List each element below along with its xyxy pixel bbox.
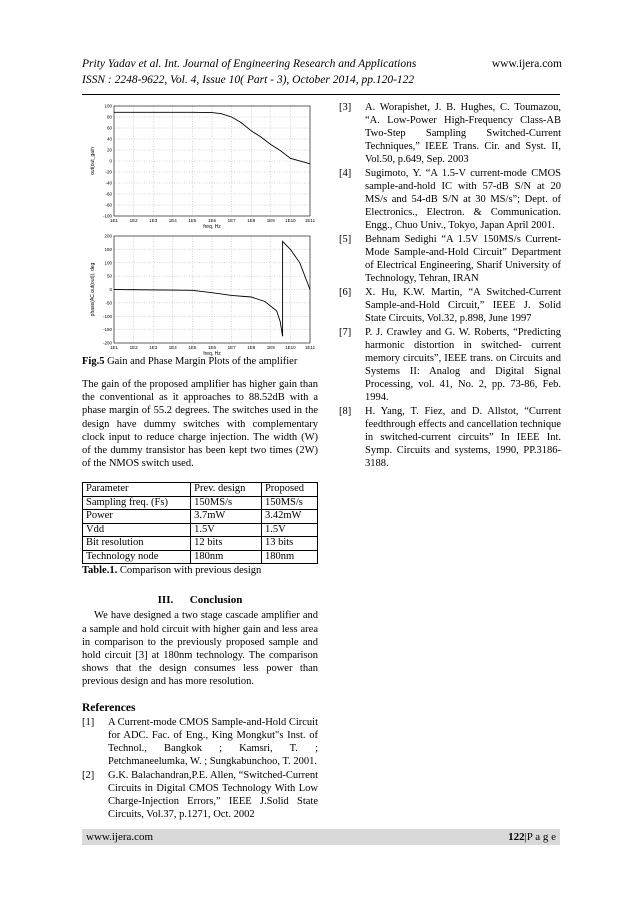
footer-site-link[interactable]: www.ijera.com xyxy=(86,831,154,843)
x-tick-label: 1E3 xyxy=(149,218,158,223)
x-tick-label: 1E5 xyxy=(188,345,197,350)
table-row xyxy=(83,550,318,564)
table-cell: 1.5V xyxy=(261,523,317,537)
conclusion-heading: III. Conclusion xyxy=(157,594,243,607)
y-tick-label: 0 xyxy=(109,158,112,164)
y-tick-label: 0 xyxy=(109,287,112,292)
table-header-cell: Proposed xyxy=(261,483,317,497)
x-tick-label: 1E5 xyxy=(188,218,197,223)
table-cell: 1.5V xyxy=(191,523,262,537)
x-tick-label: 1E9 xyxy=(266,345,275,350)
reference-text: P. J. Crawley and G. W. Roberts, “Predicting harmonic distortion in switched- current memory circuits”, IEEE trans. on Circuits and Systems II: Analog and Digital Signal Processing, vol. 41, No. 2, pp. 73-86, Feb. 1994. xyxy=(365,327,561,403)
x-tick-label: 1E7 xyxy=(227,218,236,223)
reference-number: [4] xyxy=(339,168,352,179)
y-tick-label: 100 xyxy=(104,103,112,109)
gain-phase-plot xyxy=(82,98,318,357)
x-tick-label: 1E2 xyxy=(129,218,138,223)
reference-item xyxy=(82,716,318,768)
table-cell: 13 bits xyxy=(261,537,317,551)
x-tick-label: 1E6 xyxy=(207,218,217,223)
x-tick-label: 1E10 xyxy=(285,218,296,223)
reference-item xyxy=(82,769,318,821)
table-cell: Bit resolution xyxy=(83,537,191,551)
page-footer xyxy=(82,829,560,845)
reference-item xyxy=(339,326,561,404)
y-tick-label: -60 xyxy=(105,191,112,197)
reference-item xyxy=(339,233,561,285)
x-tick-label: 1E2 xyxy=(129,345,138,350)
reference-item xyxy=(339,167,561,232)
y-tick-label: -100 xyxy=(102,213,112,219)
y-tick-label: -50 xyxy=(105,300,112,306)
footer-page-number xyxy=(508,829,556,845)
table-cell: 3.42mW xyxy=(261,510,317,524)
table-row xyxy=(83,537,318,551)
reference-number: [8] xyxy=(339,406,352,417)
y-tick-label: 20 xyxy=(106,147,112,153)
reference-number: [1] xyxy=(82,716,95,728)
table-row xyxy=(83,510,318,524)
y-tick-label: -150 xyxy=(102,327,112,333)
x-tick-label: 1E6 xyxy=(207,345,217,350)
table-caption-text: Comparison with previous design xyxy=(117,565,262,577)
x-tick-label: 1E9 xyxy=(266,218,275,223)
left-column xyxy=(82,98,318,821)
y-axis-label: out(out_gain xyxy=(90,147,96,175)
reference-number: [6] xyxy=(339,287,352,298)
x-tick-label: 1E11 xyxy=(304,345,316,350)
conclusion-paragraph: We have designed a two stage cascade amplifier and a sample and hold circuit with higher gain and less area in comparison to the previously proposed sample and hold circuit [3] at 180nm technology. The comparison shows that the design consumes less power than previous design and has more resolution. xyxy=(82,610,318,688)
x-axis-label: freq, Hz xyxy=(203,224,221,230)
x-tick-label: 1E4 xyxy=(168,345,177,350)
table-header-cell: Prev. design xyxy=(191,483,262,497)
y-tick-label: 200 xyxy=(104,233,112,239)
table-cell: 150MS/s xyxy=(191,496,262,510)
x-tick-label: 1E8 xyxy=(247,218,256,223)
reference-text: Behnam Sedighi “A 1.5V 150MS/s Current-Mode Sample-and-Hold Circuit” Department of Electrical Engineering, Sharif University of Technology, Tehran, IRAN xyxy=(365,234,561,284)
y-tick-label: -100 xyxy=(102,313,112,319)
table-caption xyxy=(82,564,318,577)
table-header-row xyxy=(83,483,318,497)
table-row xyxy=(83,523,318,537)
x-tick-label: 1E11 xyxy=(304,218,316,223)
reference-text: H. Yang, T. Fiez, and D. Allstot, “Current feedthrough effects and cancellation technique in switched-current circuits” In IEEE Int. Symp. Circuits and systems, 1990, PP.3186-3188. xyxy=(365,406,561,469)
y-axis-label: phase(AC.out(out)), deg xyxy=(90,262,96,317)
page-number: 122 xyxy=(508,831,525,843)
references-heading: References xyxy=(82,701,136,714)
header-citation-line2: ISSN : 2248-9622, Vol. 4, Issue 10( Part - 3), October 2014, pp.120-122 xyxy=(82,74,415,86)
table-cell: 180nm xyxy=(191,550,262,564)
reference-number: [5] xyxy=(339,234,352,245)
figure-5 xyxy=(82,98,318,357)
x-tick-label: 1E10 xyxy=(285,345,296,350)
table-cell: 150MS/s xyxy=(261,496,317,510)
reference-number: [3] xyxy=(339,102,352,113)
y-tick-label: -40 xyxy=(105,180,112,186)
table-cell: Vdd xyxy=(83,523,191,537)
figure-caption-label: Fig.5 xyxy=(82,356,105,367)
reference-text: A Current-mode CMOS Sample-and-Hold Circuit for ADC. Fac. of Eng., King Mongkut"s Inst. of Technol., Bangkok ; Kamsri, T. ; Petchmaneelumka, W. ; Sungkabunchoo, T. 2001. xyxy=(108,716,318,767)
table-row xyxy=(83,496,318,510)
x-tick-label: 1E4 xyxy=(168,218,177,223)
x-tick-label: 1E3 xyxy=(149,345,158,350)
header-site-link[interactable]: www.ijera.com xyxy=(491,58,562,70)
table-cell: Power xyxy=(83,510,191,524)
y-tick-label: 100 xyxy=(104,260,112,266)
table-cell: 180nm xyxy=(261,550,317,564)
y-tick-label: 150 xyxy=(104,246,112,252)
x-tick-label: 1E1 xyxy=(109,218,119,223)
table-cell: Technology node xyxy=(83,550,191,564)
y-tick-label: 60 xyxy=(106,125,112,131)
reference-item xyxy=(339,405,561,470)
y-tick-label: 80 xyxy=(106,114,112,120)
y-tick-label: 50 xyxy=(106,273,112,279)
y-tick-label: -20 xyxy=(105,169,112,175)
table-header-cell: Parameter xyxy=(83,483,191,497)
reference-text: G.K. Balachandran,P.E. Allen, “Switched-Current Circuits in Digital CMOS Technology With Low Charge-Injection Errors,” IEEE J.Solid State Circuits, Vol.37, p.1271, Oct. 2002 xyxy=(108,769,318,820)
x-tick-label: 1E8 xyxy=(247,345,256,350)
figure-caption-text: Gain and Phase Margin Plots of the amplifier xyxy=(104,356,298,367)
reference-number: [7] xyxy=(339,327,352,338)
comparison-table xyxy=(82,482,318,564)
page-label: |P a g e xyxy=(524,831,556,843)
table-caption-label: Table.1. xyxy=(82,565,118,577)
reference-text: Sugimoto, Y. “A 1.5-V current-mode CMOS sample-and-hold IC with 57-dB S/N at 20 MS/s and 54-dB S/N at 30 MS/s”; Dept. of Electronics., Electron. & Communication. Engg., Chuo Univ., Tokyo, Japan April 2001. xyxy=(365,168,561,231)
page-header xyxy=(82,56,562,88)
reference-number: [2] xyxy=(82,769,95,781)
table-cell: 12 bits xyxy=(191,537,262,551)
reference-text: A. Worapishet, J. B. Hughes, C. Toumazou, “A. Low-Power High-Frequency Class-AB Two-Step Sampling Switched-Current Techniques,” IEEE Trans. Cir. and Syst. II, Vol.50, p.649, Sep. 2003 xyxy=(365,102,561,165)
y-tick-label: -80 xyxy=(105,202,112,208)
body-paragraph-gain: The gain of the proposed amplifier has higher gain than the conventional as it approaches to 88.52dB with a phase margin of 55.2 degrees. The switches used in the design have dummy switches with complementary clock input to reduce charge injection. The width (W) of the dummy transistor has been kept two times (2W) of the NMOS switch used. xyxy=(82,379,318,470)
figure-caption xyxy=(82,355,318,368)
reference-text: X. Hu, K.W. Martin, “A Switched-Current Sample-and-Hold Circuit,” IEEE J. Solid State Circuits, Vol.32, p.898, June 1997 xyxy=(365,287,561,324)
x-axis-label: freq, Hz xyxy=(203,351,221,357)
right-column xyxy=(339,100,561,470)
x-tick-label: 1E7 xyxy=(227,345,236,350)
table-cell: Sampling freq. (Fs) xyxy=(83,496,191,510)
table-cell: 3.7mW xyxy=(191,510,262,524)
reference-item xyxy=(339,101,561,166)
y-tick-label: -200 xyxy=(102,340,112,346)
x-tick-label: 1E1 xyxy=(109,345,119,350)
header-citation-line1: Prity Yadav et al. Int. Journal of Engineering Research and Applications xyxy=(82,58,417,70)
y-tick-label: 40 xyxy=(106,136,112,142)
reference-item xyxy=(339,286,561,325)
header-divider xyxy=(82,94,560,95)
